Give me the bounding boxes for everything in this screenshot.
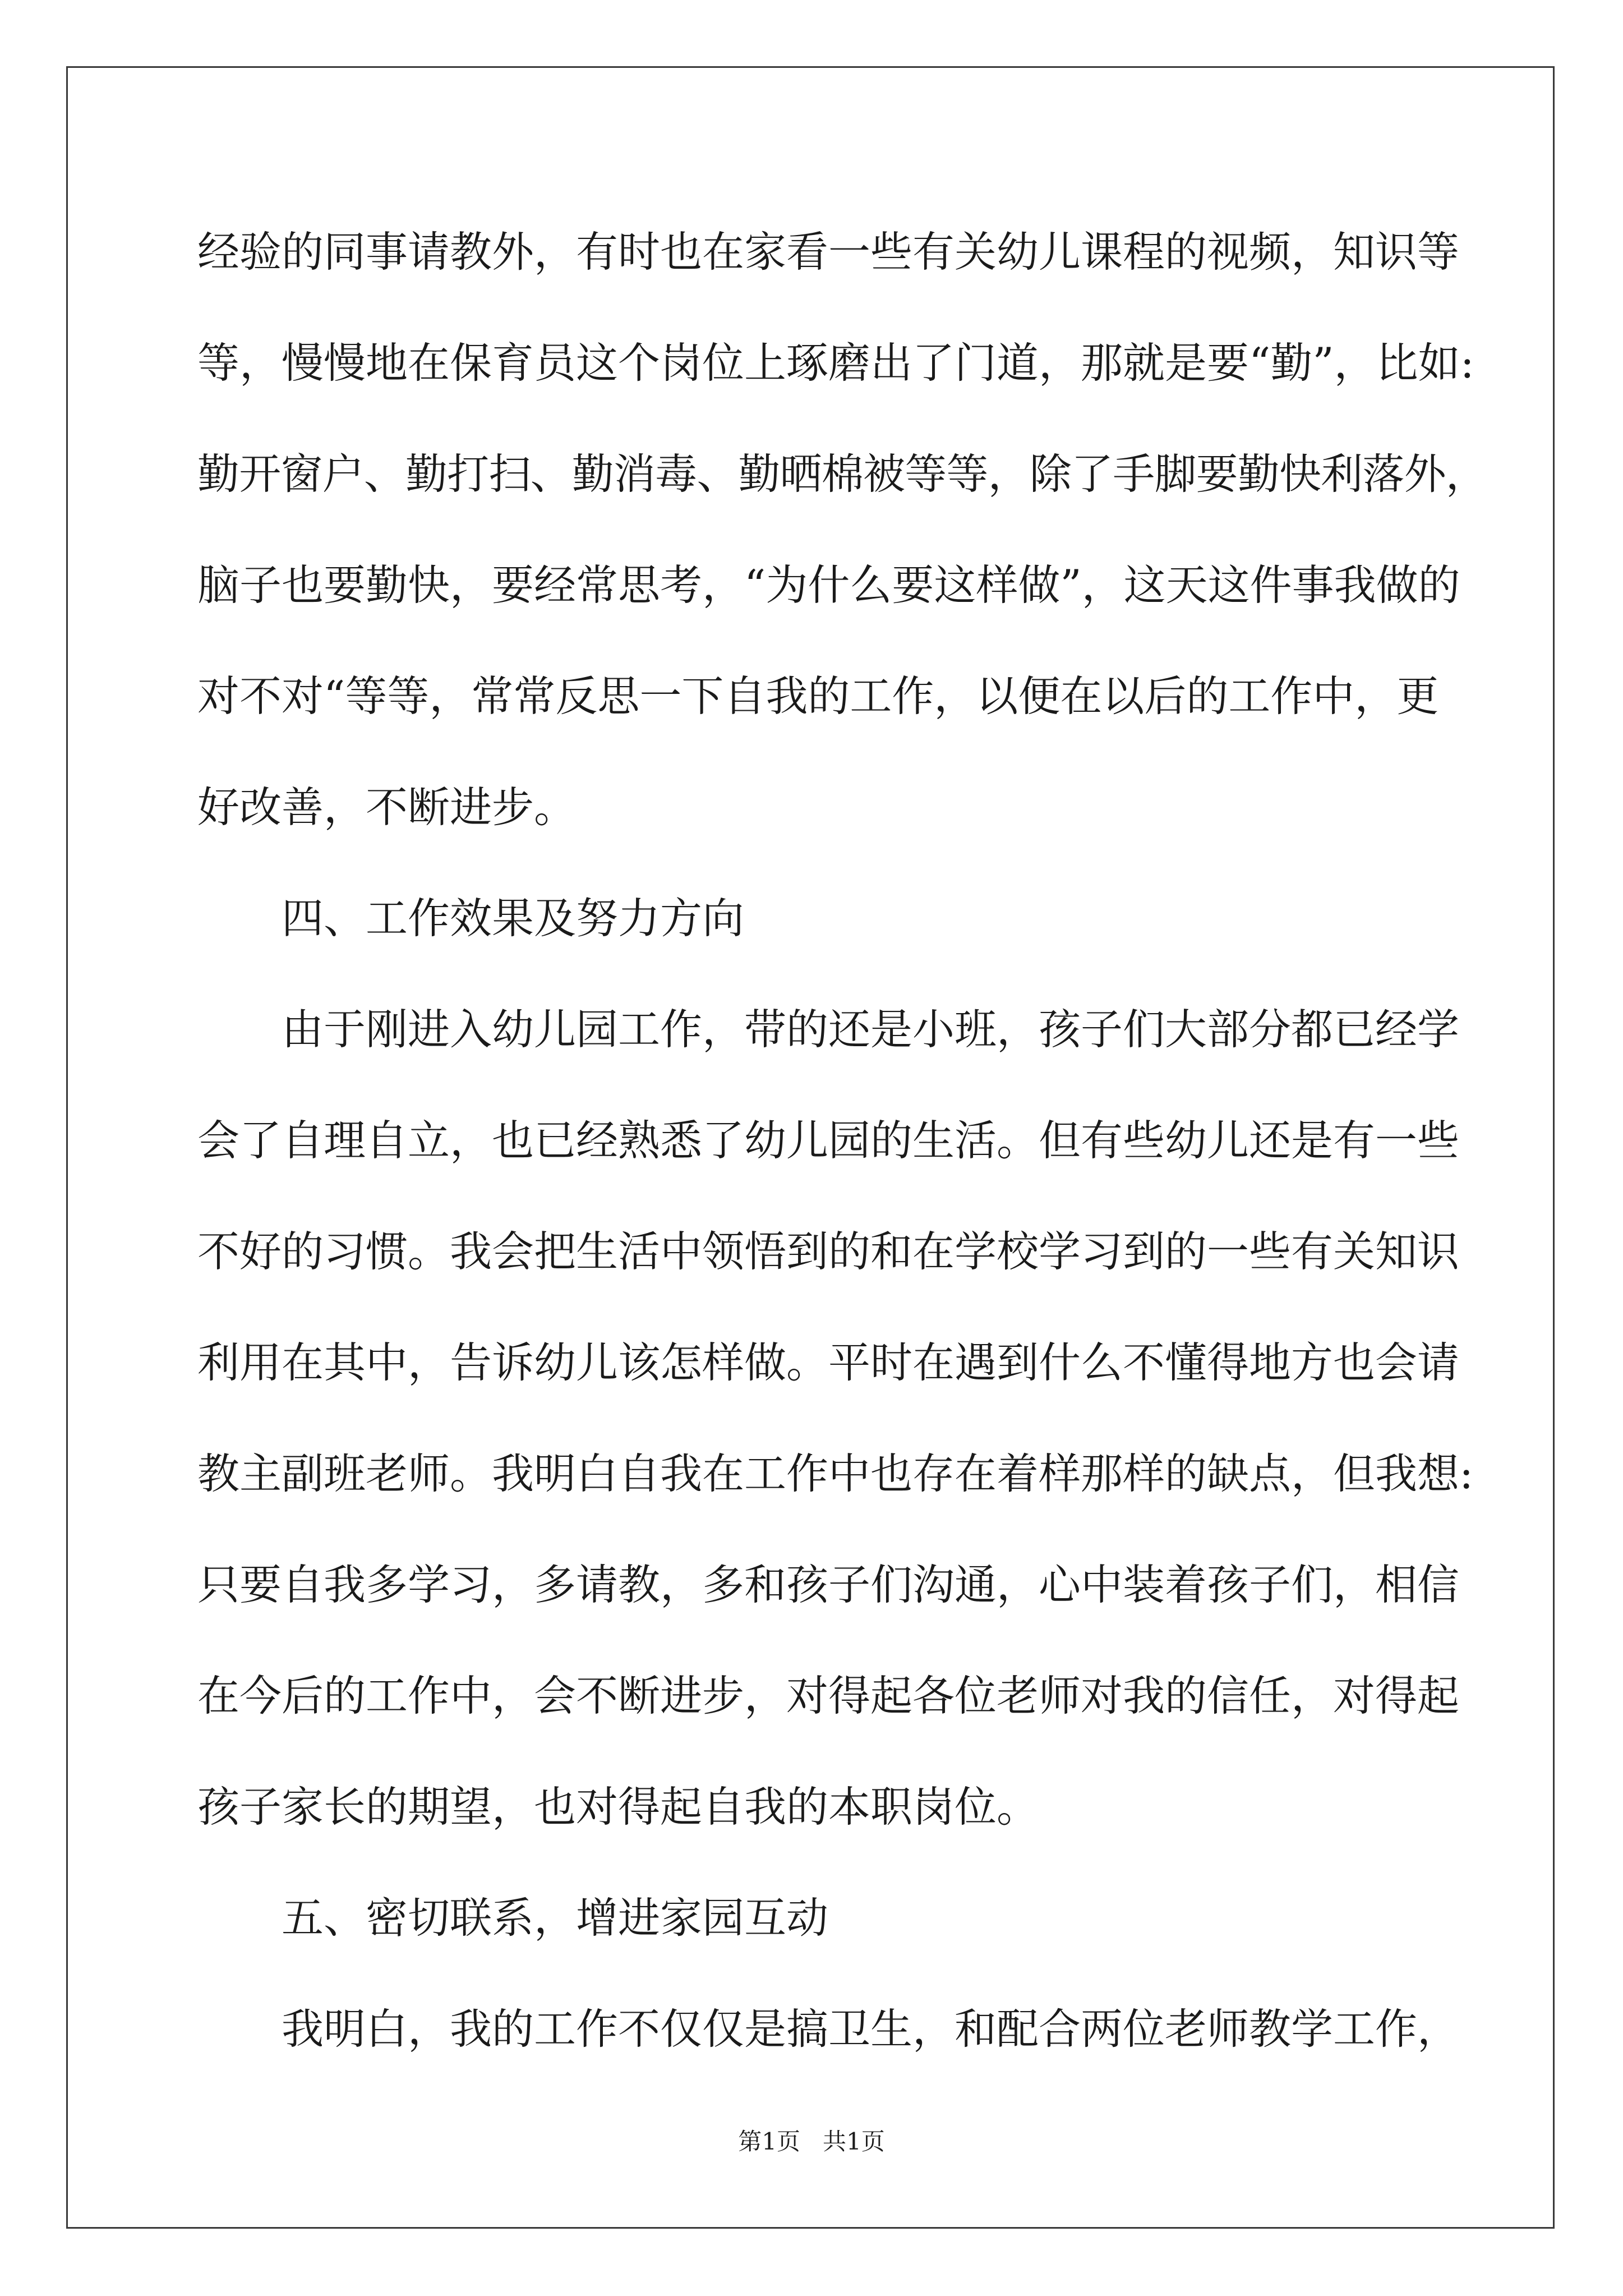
text-line: 孩子家长的期望，也对得起自我的本职岗位。	[197, 1782, 1039, 1832]
text-line: 在今后的工作中，会不断进步，对得起各位老师对我的信任，对得起	[197, 1671, 1460, 1720]
text-line: 我明白，我的工作不仅仅是搞卫生，和配合两位老师教学工作，	[282, 2004, 1460, 2054]
text-line: 由于刚进入幼儿园工作，带的还是小班，孩子们大部分都已经学	[282, 1005, 1460, 1054]
text-line: 等，慢慢地在保育员这个岗位上琢磨出了门道，那就是要“勤”，比如:	[197, 338, 1474, 388]
text-line: 利用在其中，告诉幼儿该怎样做。平时在遇到什么不懂得地方也会请	[197, 1338, 1460, 1387]
text-line: 好改善，不断进步。	[197, 783, 577, 832]
document-body	[197, 196, 1488, 2085]
text-line: 脑子也要勤快，要经常思考，“为什么要这样做”，这天这件事我做的	[197, 560, 1460, 610]
text-line: 会了自理自立，也已经熟悉了幼儿园的生活。但有些幼儿还是有一些	[197, 1116, 1460, 1165]
text-line: 勤开窗户、勤打扫、勤消毒、勤晒棉被等等，除了手脚要勤快利落外，	[197, 449, 1488, 499]
text-line: 五、密切联系，增进家园互动	[282, 1893, 829, 1943]
text-line: 不好的习惯。我会把生活中领悟到的和在学校学习到的一些有关知识	[197, 1227, 1460, 1276]
text-line: 教主副班老师。我明白自我在工作中也存在着样那样的缺点，但我想:	[197, 1449, 1474, 1498]
text-line: 四、工作效果及努力方向	[282, 894, 745, 943]
page-footer: 第1页 共1页	[738, 2128, 885, 2155]
text-line: 只要自我多学习，多请教，多和孩子们沟通，心中装着孩子们，相信	[197, 1560, 1460, 1609]
text-line: 经验的同事请教外，有时也在家看一些有关幼儿课程的视频，知识等	[197, 227, 1460, 277]
text-line: 对不对“等等，常常反思一下自我的工作，以便在以后的工作中，更	[197, 671, 1439, 721]
